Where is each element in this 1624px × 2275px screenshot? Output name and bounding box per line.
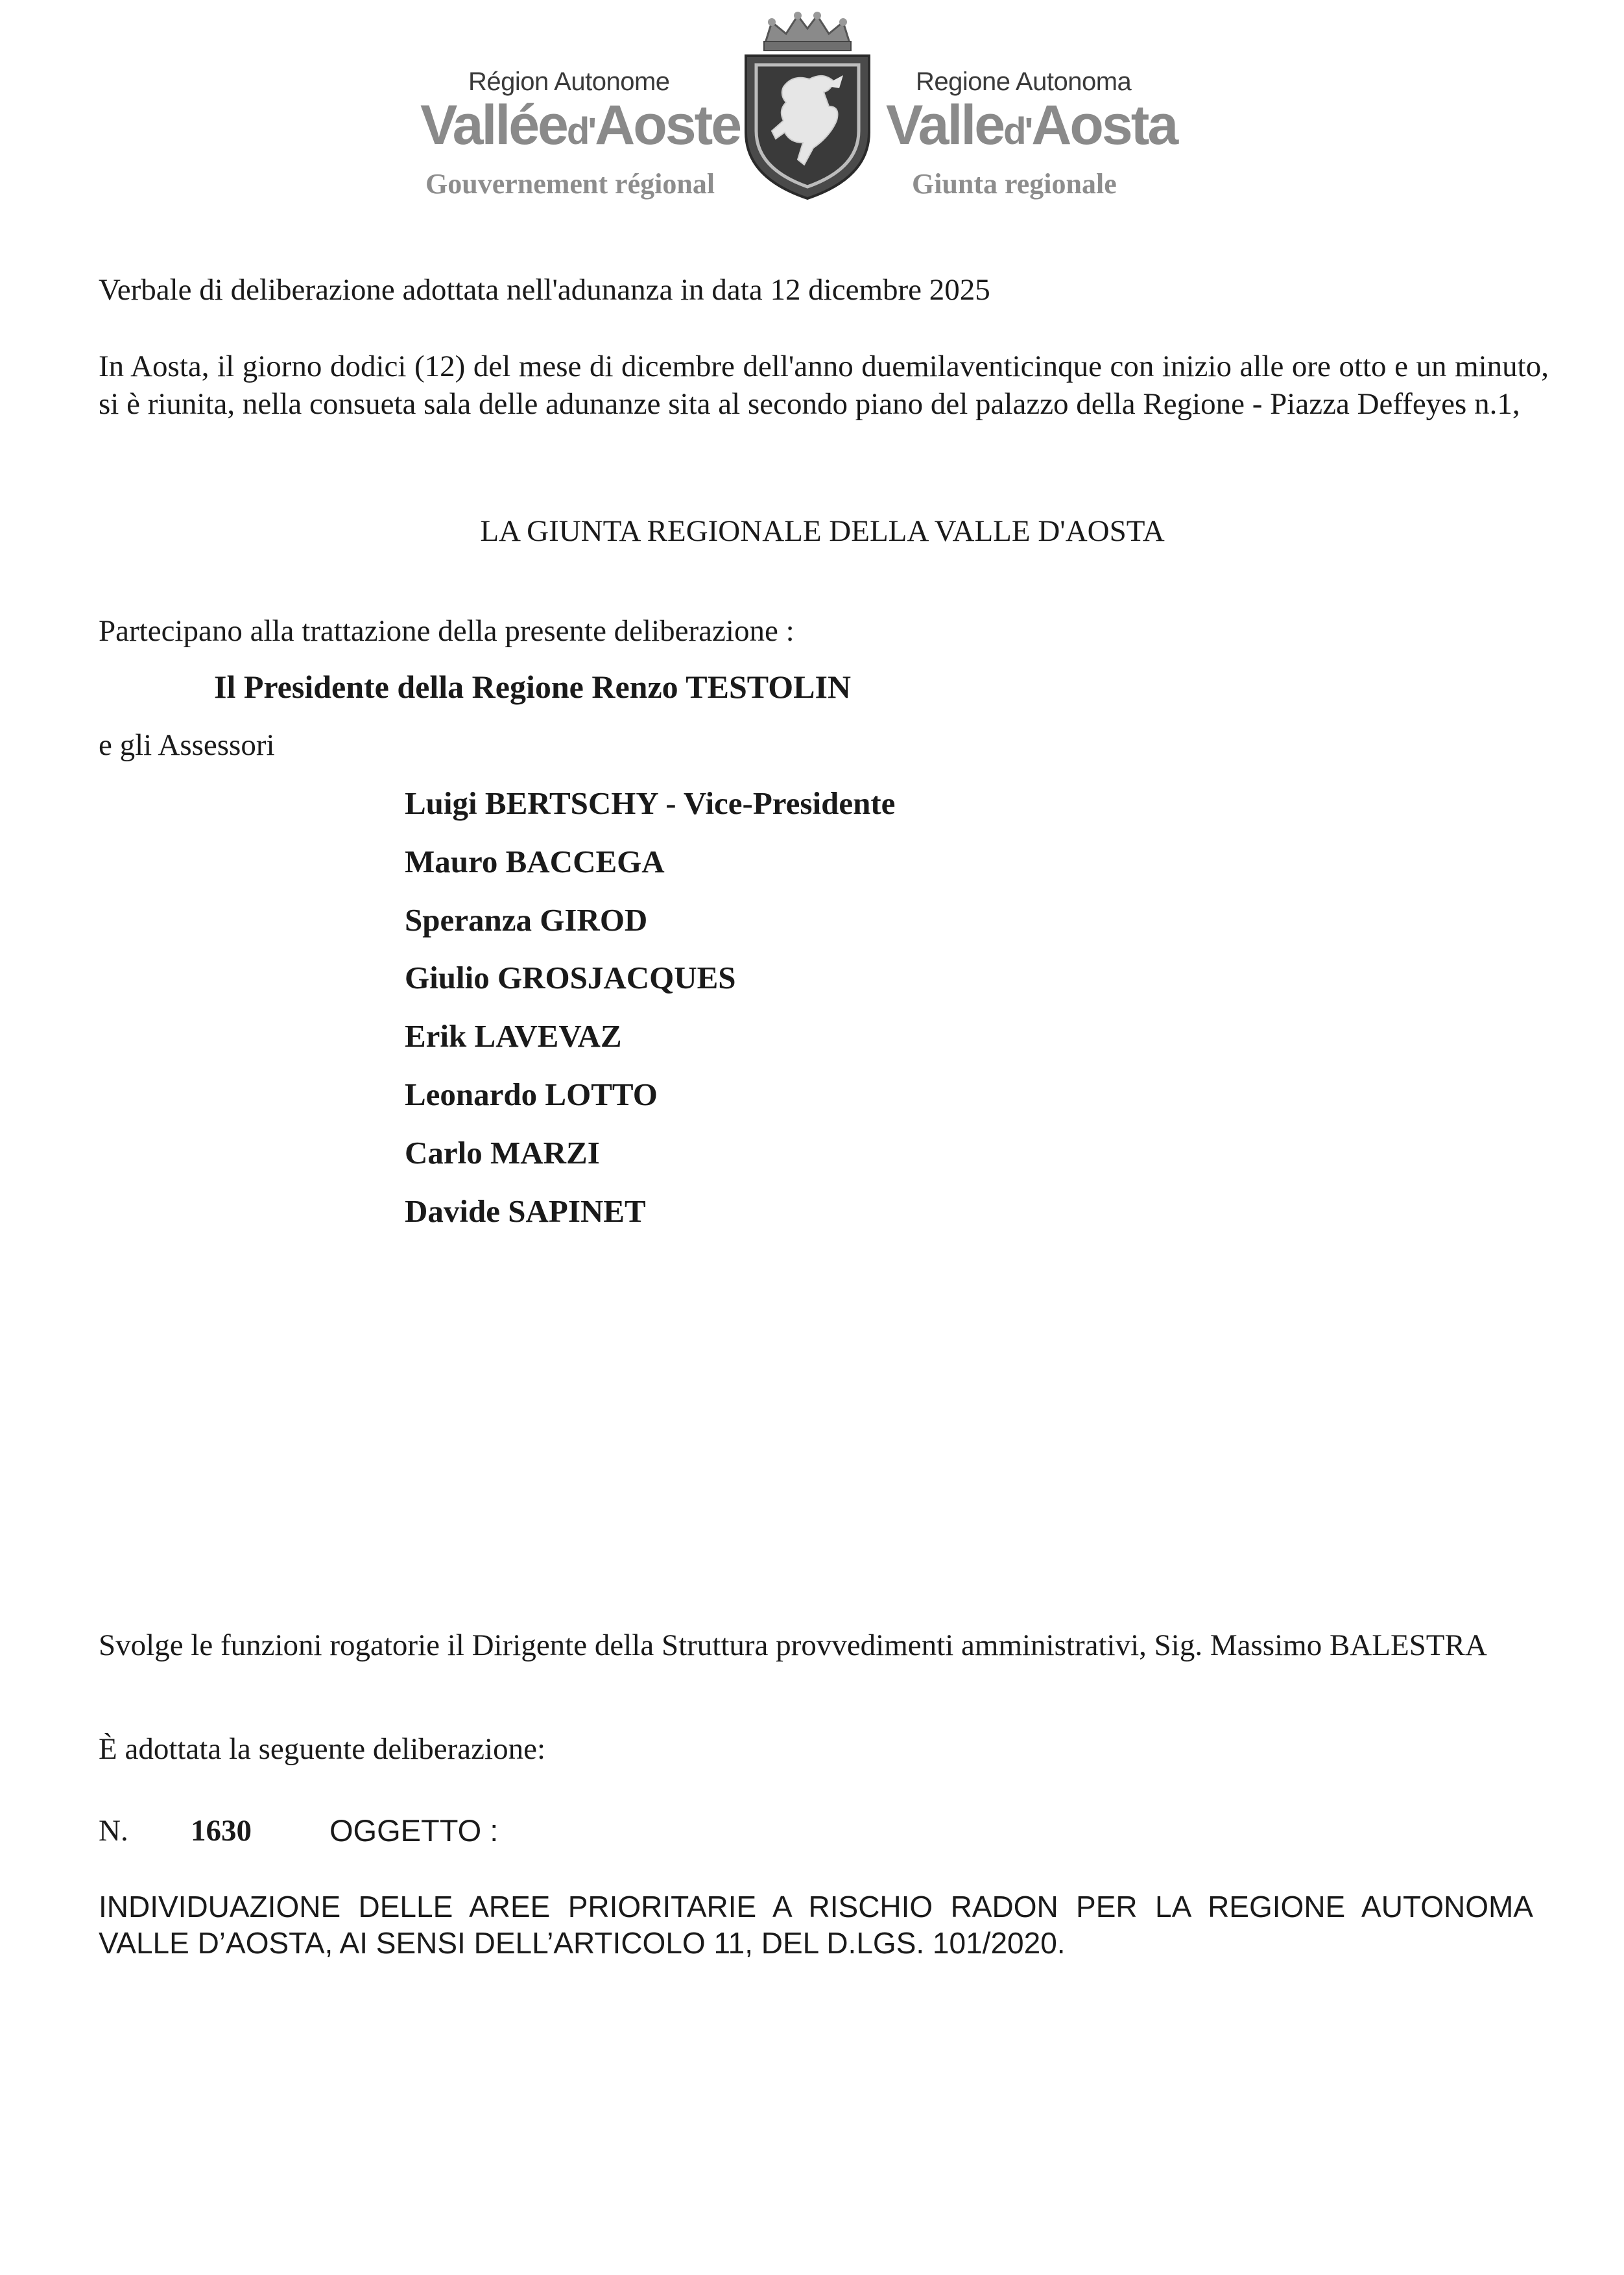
rogatorie-paragraph: Svolge le funzioni rogatorie il Dirigente della Struttura provvedimenti amministrativi, Sig. Massimo BALESTRA (99, 1628, 1487, 1662)
oggetto-label: OGGETTO : (329, 1813, 499, 1848)
logo-right-big-word-2: Aosta (1031, 94, 1177, 156)
n-label: N. (99, 1814, 128, 1848)
president-line: Il Presidente della Regione Renzo TESTOLIN (214, 669, 852, 705)
list-item: Erik LAVEVAZ (405, 1018, 622, 1054)
list-item: Giulio GROSJACQUES (405, 960, 736, 995)
logo-right-big-text (886, 94, 1177, 156)
verbale-line: Verbale di deliberazione adottata nell'adunanza in data 12 dicembre 2025 (99, 273, 990, 307)
list-item: Luigi BERTSCHY - Vice-Presidente (405, 785, 896, 821)
list-item: Mauro BACCEGA (405, 844, 665, 879)
intro-paragraph: In Aosta, il giorno dodici (12) del mese di dicembre dell'anno duemilaventicinque con inizio alle ore otto e un minuto, si è riunita, nella consueta sala delle adunanze sita al secondo piano del palazzo della Regione - Piazza Deffeyes n.1, (99, 350, 1549, 421)
logo-right-small-text: Regione Autonoma (916, 67, 1132, 96)
partecipano-line: Partecipano alla trattazione della presente deliberazione : (99, 614, 794, 648)
logo-right-big-word: Valle (886, 94, 1004, 156)
giunta-heading: LA GIUNTA REGIONALE DELLA VALLE D'AOSTA (480, 514, 1165, 548)
logo-right-subtitle: Giunta regionale (912, 168, 1117, 200)
list-item: Davide SAPINET (405, 1193, 646, 1229)
lion-shield-crown-icon (733, 9, 882, 204)
logo-left-subtitle: Gouvernement régional (425, 168, 715, 200)
logo-left-big-apostrophe: d' (566, 110, 595, 152)
adottata-line: È adottata la seguente deliberazione: (99, 1732, 546, 1766)
logo-left-small-text: Région Autonome (468, 67, 670, 96)
logo-left-big-word: Vallée (420, 94, 567, 156)
oggetto-text: INDIVIDUAZIONE DELLE AREE PRIORITARIE A RISCHIO RADON PER LA REGIONE AUTONOMA VALLE D’AOSTA, AI SENSI DELL’ARTICOLO 11, DEL D.LGS. 101/2020. (99, 1890, 1533, 1960)
logo-right-big-apostrophe: d' (1003, 110, 1032, 152)
list-item: Leonardo LOTTO (405, 1077, 658, 1112)
list-item: Carlo MARZI (405, 1135, 600, 1171)
assessori-label: e gli Assessori (99, 728, 275, 762)
logo-left-big-text (420, 94, 741, 156)
deliberation-number: 1630 (191, 1814, 252, 1848)
list-item: Speranza GIROD (405, 902, 648, 938)
logo-left-big-word-2: Aoste (595, 94, 741, 156)
